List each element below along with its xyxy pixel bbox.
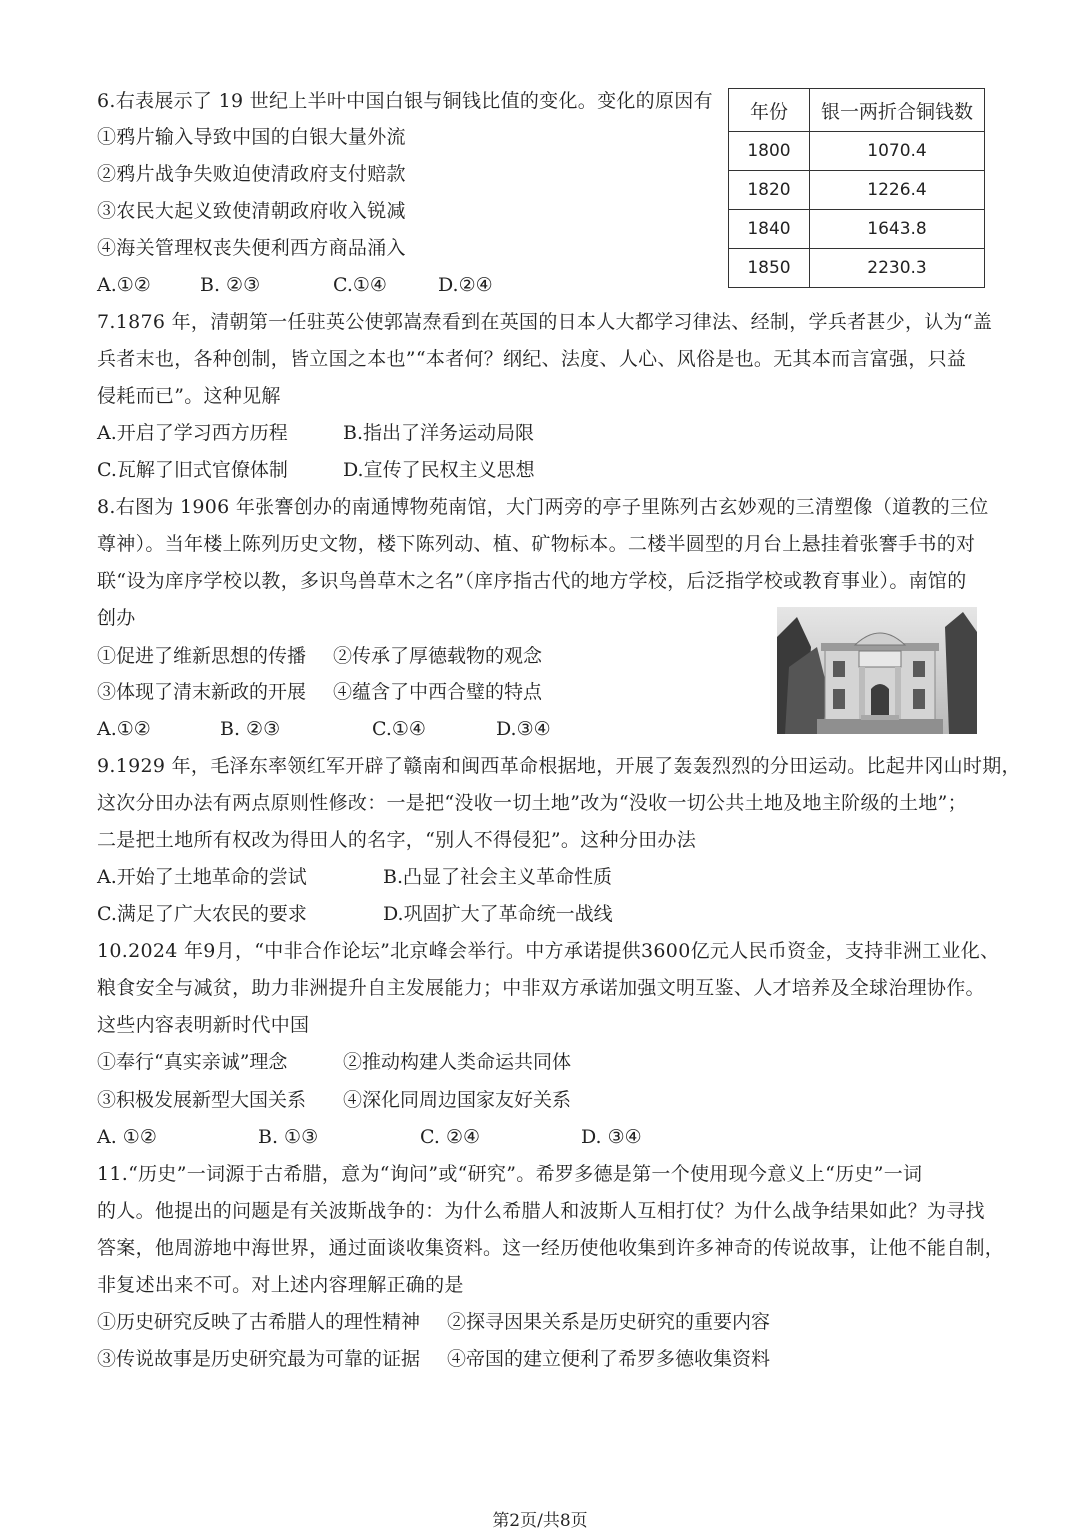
museum-building-photo	[777, 607, 977, 734]
q9-option-c: C.满足了广大农民的要求	[97, 903, 307, 925]
q8-option-c: C.①④	[372, 718, 426, 740]
table-cell-ratio: 1643.8	[810, 210, 985, 249]
q9-option-d: D.巩固扩大了革命统一战线	[383, 903, 613, 925]
q10-item-4: ④深化同周边国家友好关系	[343, 1089, 572, 1111]
q7-option-d: D.宣传了民权主义思想	[343, 459, 535, 481]
table-cell-ratio: 1226.4	[810, 171, 985, 210]
q9-option-b: B.凸显了社会主义革命性质	[383, 866, 613, 888]
q11-line-4: 非复述出来不可。对上述内容理解正确的是	[97, 1274, 464, 1296]
silver-copper-ratio-table	[728, 88, 985, 288]
q8-item-2: ②传承了厚德载物的观念	[333, 645, 543, 667]
table-cell-year: 1820	[729, 171, 810, 210]
page-number: 第2页/共8页	[492, 1511, 588, 1531]
q6-option-c: C.①④	[333, 274, 387, 296]
q7-line-1: 7.1876 年，清朝第一任驻英公使郭嵩焘看到在英国的日本人大都学习律法、经制，学兵者甚少，认为“盖	[97, 311, 993, 333]
q6-option-d: D.②④	[438, 274, 493, 296]
q8-item-1: ①促进了维新思想的传播	[97, 645, 307, 667]
q9-line-1: 9.1929 年，毛泽东率领红军开辟了赣南和闽西革命根据地，开展了轰轰烈烈的分田运动。比起井冈山时期，	[97, 755, 1021, 777]
q8-item-4: ④蕴含了中西合璧的特点	[333, 681, 543, 703]
table-cell-ratio: 1070.4	[810, 132, 985, 171]
table-header-ratio: 银一两折合铜钱数	[810, 89, 985, 132]
table-header-year: 年份	[729, 89, 810, 132]
q10-line-2: 粮食安全与减贫，助力非洲提升自主发展能力；中非双方承诺加强文明互鉴、人才培养及全球治理协作。	[97, 977, 985, 999]
q10-option-a: A. ①②	[97, 1126, 157, 1148]
q11-item-2: ②探寻因果关系是历史研究的重要内容	[447, 1311, 771, 1333]
table-header-row	[729, 89, 985, 132]
q7-option-a: A.开启了学习西方历程	[97, 422, 288, 444]
q8-option-b: B. ②③	[220, 718, 281, 740]
table-row	[729, 132, 985, 171]
q7-line-3: 侵耗而已”。这种见解	[97, 385, 281, 407]
museum-building-illustration	[777, 607, 977, 734]
q6-item-4: ④海关管理权丧失便利西方商品涌入	[97, 237, 406, 259]
table-cell-year: 1850	[729, 249, 810, 288]
q10-line-3: 这些内容表明新时代中国	[97, 1014, 310, 1036]
q9-line-3: 二是把土地所有权改为得田人的名字，“别人不得侵犯”。这种分田办法	[97, 829, 697, 851]
q6-option-a: A.①②	[97, 274, 151, 296]
q6-option-b: B. ②③	[200, 274, 261, 296]
q7-line-2: 兵者末也，各种创制，皆立国之本也”“本者何？纲纪、法度、人心、风俗是也。无其本而言富强，只益	[97, 348, 967, 370]
q10-item-1: ①奉行“真实亲诚”理念	[97, 1051, 288, 1073]
q9-option-a: A.开始了土地革命的尝试	[97, 866, 307, 888]
q10-line-1: 10.2024 年9月，“中非合作论坛”北京峰会举行。中方承诺提供3600亿元人民币资金，支持非洲工业化、	[97, 940, 1000, 962]
q8-line-3: 联“设为庠序学校以教，多识鸟兽草木之名”（庠序指古代的地方学校，后泛指学校或教育事业）。南馆的	[97, 570, 967, 592]
q9-line-2: 这次分田办法有两点原则性修改：一是把“没收一切土地”改为“没收一切公共土地及地主阶级的土地”；	[97, 792, 967, 814]
q7-option-c: C.瓦解了旧式官僚体制	[97, 459, 288, 481]
table-cell-year: 1840	[729, 210, 810, 249]
table-row	[729, 210, 985, 249]
q11-line-1: 11.“历史”一词源于古希腊，意为“询问”或“研究”。希罗多德是第一个使用现今意义上“历史”一词	[97, 1163, 923, 1185]
q8-line-1: 8.右图为 1906 年张謇创办的南通博物苑南馆，大门两旁的亭子里陈列古玄妙观的三清塑像（道教的三位	[97, 496, 989, 518]
table-row	[729, 249, 985, 288]
q8-line-4: 创办	[97, 607, 136, 629]
q6-item-2: ②鸦片战争失败迫使清政府支付赔款	[97, 163, 406, 185]
q11-line-2: 的人。他提出的问题是有关波斯战争的：为什么希腊人和波斯人互相打仗？为什么战争结果如此？为寻找	[97, 1200, 985, 1222]
q8-item-3: ③体现了清末新政的开展	[97, 681, 307, 703]
q8-line-2: 尊神）。当年楼上陈列历史文物，楼下陈列动、植、矿物标本。二楼半圆型的月台上悬挂着张謇手书的对	[97, 533, 976, 555]
q11-item-4: ④帝国的建立便利了希罗多德收集资料	[447, 1348, 771, 1370]
q7-option-b: B.指出了洋务运动局限	[343, 422, 535, 444]
q8-option-a: A.①②	[97, 718, 151, 740]
q10-item-3: ③积极发展新型大国关系	[97, 1089, 307, 1111]
q6-stem: 6.右表展示了 19 世纪上半叶中国白银与铜钱比值的变化。变化的原因有	[97, 90, 713, 112]
q10-option-c: C. ②④	[420, 1126, 481, 1148]
q11-item-1: ①历史研究反映了古希腊人的理性精神	[97, 1311, 421, 1333]
q11-line-3: 答案，他周游地中海世界，通过面谈收集资料。这一经历使他收集到许多神奇的传说故事，让他不能自制，	[97, 1237, 1005, 1259]
table-cell-ratio: 2230.3	[810, 249, 985, 288]
table-row	[729, 171, 985, 210]
q10-option-b: B. ①③	[258, 1126, 319, 1148]
q6-item-1: ①鸦片输入导致中国的白银大量外流	[97, 126, 406, 148]
q6-item-3: ③农民大起义致使清朝政府收入锐减	[97, 200, 406, 222]
q10-option-d: D. ③④	[581, 1126, 642, 1148]
q10-item-2: ②推动构建人类命运共同体	[343, 1051, 572, 1073]
table-cell-year: 1800	[729, 132, 810, 171]
q11-item-3: ③传说故事是历史研究最为可靠的证据	[97, 1348, 421, 1370]
q8-option-d: D.③④	[496, 718, 551, 740]
